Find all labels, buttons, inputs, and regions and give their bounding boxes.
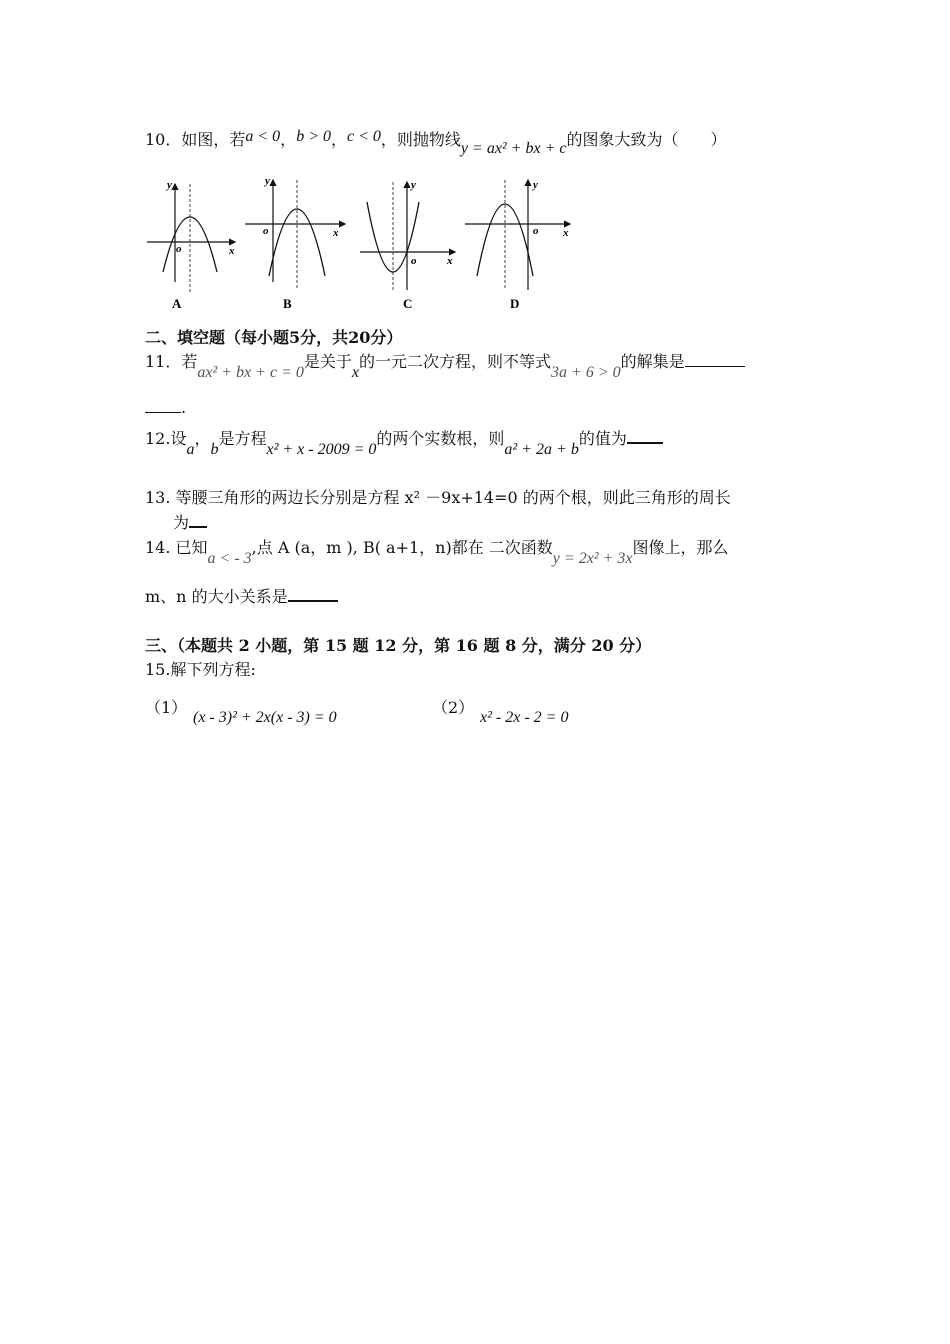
fig-c-x-label: x <box>447 255 453 267</box>
q10-cond-c: c < 0 <box>347 128 381 145</box>
q10-sep: ， <box>330 130 347 149</box>
fig-c-origin: o <box>411 255 417 267</box>
figure-c <box>360 179 455 311</box>
question-11-cont <box>145 398 186 418</box>
q12-var-a: a <box>186 441 195 458</box>
fig-a-y-label: y <box>167 179 172 191</box>
q11-end: . <box>181 398 187 417</box>
fig-b-x-label: x <box>333 227 339 239</box>
q14-prefix: 14. 已知 <box>145 538 208 557</box>
q11-mid1: 是关于 <box>303 352 352 371</box>
q12-answer-blank[interactable] <box>627 428 663 444</box>
fig-c-label: C <box>403 296 413 311</box>
question-12 <box>145 428 663 458</box>
q13-answer-blank[interactable] <box>189 512 207 528</box>
figure-b <box>245 175 345 311</box>
q15-part2-equation: x² - 2x - 2 = 0 <box>480 709 569 726</box>
q11-suffix: 的解集是 <box>620 352 685 371</box>
question-13-line2 <box>173 512 207 533</box>
fig-d-label: D <box>510 296 520 311</box>
figure-d <box>465 179 570 311</box>
fig-b-label: B <box>283 296 292 311</box>
figure-a <box>147 179 235 311</box>
q15-part1-equation: (x - 3)² + 2x(x - 3) = 0 <box>193 709 337 726</box>
q14-function: y = 2x² + 3x <box>552 550 633 567</box>
q12-comma: ， <box>194 429 211 448</box>
fig-c-y-label: y <box>411 179 416 191</box>
section-2-title: 二、填空题（每小题5分，共20分） <box>145 328 403 347</box>
q14-suffix: 图像上，那么 <box>632 538 729 557</box>
q11-inequality: 3a + 6 > 0 <box>551 364 621 381</box>
q15-part1-label: （1） <box>145 698 188 717</box>
q10-equation: y = ax² + bx + c <box>460 140 567 157</box>
figures-svg <box>145 172 585 317</box>
q11-var: x <box>351 364 359 381</box>
q14-mid1: ,点 A (a，m ), B( a+1，n)都在 二次函数 <box>251 538 553 557</box>
fig-a-x-label: x <box>229 245 235 257</box>
q14-condition: a < - 3 <box>207 550 252 567</box>
fig-a-origin: o <box>176 243 182 255</box>
question-14 <box>145 538 729 567</box>
q11-answer-blank-cont[interactable] <box>145 398 181 413</box>
question-14-line2 <box>145 586 338 607</box>
fig-b-origin: o <box>263 225 269 237</box>
q13-line1: 13. 等腰三角形的两边长分别是方程 x² －9x+14=0 的两个根，则此三角形的周长 <box>145 488 731 507</box>
q13-line2: 为 <box>173 513 190 532</box>
question-10 <box>145 128 727 157</box>
question-11 <box>145 352 745 381</box>
q10-cond-a: a < 0 <box>245 128 281 145</box>
q11-equation: ax² + bx + c = 0 <box>197 364 304 381</box>
q10-prefix: 10．如图，若 <box>145 130 246 149</box>
q15-title: 15.解下列方程: <box>145 660 256 679</box>
q12-suffix: 的值为 <box>578 429 627 448</box>
q12-expression: a² + 2a + b <box>504 441 579 458</box>
q12-var-b: b <box>210 441 219 458</box>
q14-line2: m、n 的大小关系是 <box>145 587 288 606</box>
q11-answer-blank[interactable] <box>685 352 745 367</box>
q12-mid2: 的两个实数根，则 <box>376 429 505 448</box>
q12-mid1: 是方程 <box>218 429 267 448</box>
parabola-figures <box>145 172 585 317</box>
q11-prefix: 11．若 <box>145 352 198 371</box>
q12-equation: x² + x - 2009 = 0 <box>266 441 377 458</box>
q10-cond-b: b > 0 <box>296 128 331 145</box>
q14-answer-blank[interactable] <box>288 586 338 602</box>
q15-part2-label: （2） <box>432 698 475 717</box>
fig-b-y-label: y <box>265 175 270 187</box>
q10-sep: ， <box>280 130 297 149</box>
fig-a-label: A <box>172 296 182 311</box>
q10-mid: ，则抛物线 <box>380 130 461 149</box>
fig-d-x-label: x <box>563 227 569 239</box>
section-3-title: 三、（本题共 2 小题，第 15 题 12 分，第 16 题 8 分，满分 20 分） <box>145 636 652 655</box>
q10-suffix: 的图象大致为（ ） <box>566 130 727 149</box>
fig-d-y-label: y <box>533 179 538 191</box>
fig-d-origin: o <box>533 225 539 237</box>
q11-mid2: 的一元二次方程，则不等式 <box>359 352 552 371</box>
q12-prefix: 12.设 <box>145 429 187 448</box>
